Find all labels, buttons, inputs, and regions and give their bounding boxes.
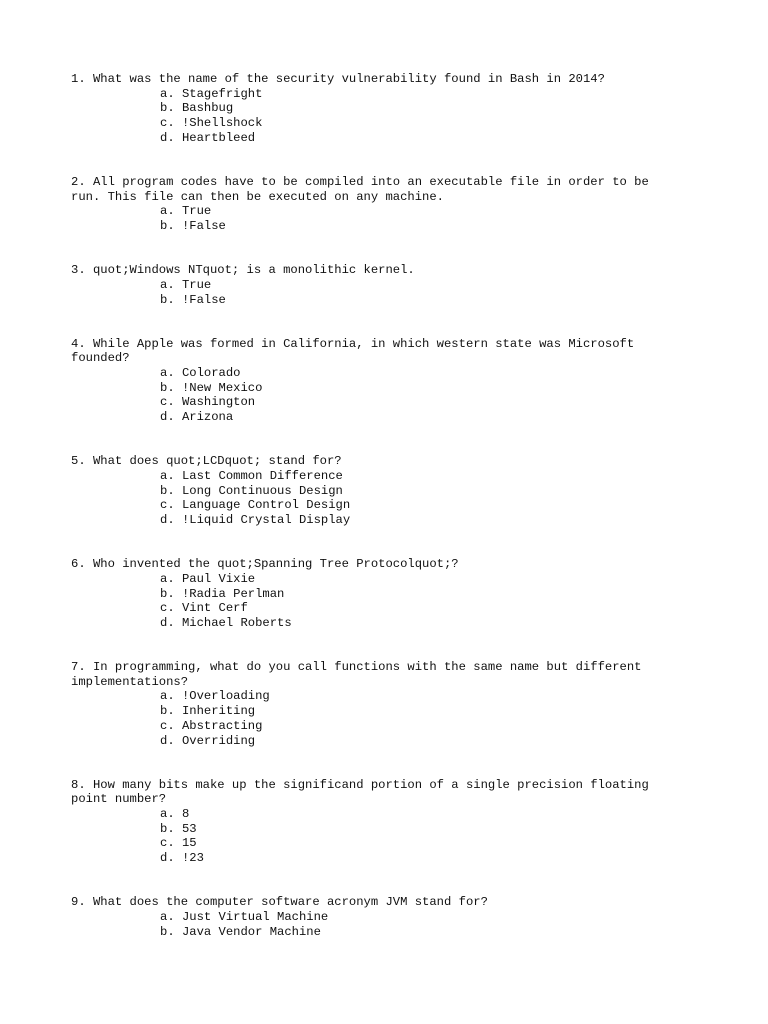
answer-option-b: b. !New Mexico [160, 380, 263, 395]
answer-options [71, 366, 681, 425]
question-text: 4. While Apple was formed in California, in which western state was Microsoft founded? [71, 336, 642, 366]
question-text: 9. What does the computer software acronym JVM stand for? [71, 895, 488, 910]
question-text: 8. How many bits make up the significand portion of a single precision floating point number? [71, 777, 657, 807]
answer-options [71, 572, 681, 631]
answer-options [71, 910, 681, 939]
question-5 [71, 454, 681, 528]
answer-option-a: a. Paul Vixie [160, 571, 256, 586]
answer-option-b: b. 53 [160, 821, 197, 836]
answer-option-b: b. !False [160, 219, 226, 234]
answer-option-d: d. !23 [160, 851, 204, 866]
quiz-list [71, 72, 681, 969]
answer-option-a: a. !Overloading [160, 689, 270, 704]
question-6 [71, 557, 681, 631]
question-text: 2. All program codes have to be compiled into an executable file in order to be run. This file can then be executed on any machine. [71, 174, 657, 204]
question-text: 7. In programming, what do you call functions with the same name but different implementations? [71, 660, 649, 689]
question-1 [71, 72, 681, 146]
answer-option-a: a. True [160, 204, 212, 219]
question-2 [71, 175, 681, 234]
question-text: 3. quot;Windows NTquot; is a monolithic kernel. [71, 263, 415, 278]
answer-option-c: c. !Shellshock [160, 116, 263, 131]
answer-options [71, 204, 681, 233]
answer-option-b: b. !Radia Perlman [160, 586, 285, 601]
answer-options [71, 87, 681, 146]
answer-option-d: d. Arizona [160, 410, 234, 425]
answer-option-b: b. Long Continuous Design [160, 483, 343, 498]
question-text: 1. What was the name of the security vulnerability found in Bash in 2014? [71, 72, 605, 86]
question-text: 5. What does quot;LCDquot; stand for? [71, 454, 342, 469]
answer-option-c: c. 15 [160, 836, 197, 851]
answer-options [71, 469, 681, 528]
answer-option-a: a. Last Common Difference [160, 468, 343, 483]
question-9 [71, 895, 681, 939]
answer-option-c: c. Washington [160, 395, 256, 410]
answer-option-a: a. 8 [160, 807, 190, 822]
answer-option-a: a. True [160, 277, 212, 292]
question-8 [71, 778, 681, 866]
answer-option-c: c. Abstracting [160, 718, 263, 733]
answer-option-c: c. Language Control Design [160, 498, 351, 513]
answer-option-a: a. Colorado [160, 366, 241, 381]
answer-option-b: b. Java Vendor Machine [160, 924, 321, 939]
answer-option-d: d. !Liquid Crystal Display [160, 513, 351, 528]
question-text: 6. Who invented the quot;Spanning Tree Protocolquot;? [71, 557, 459, 572]
question-4 [71, 337, 681, 425]
answer-option-b: b. Bashbug [160, 101, 234, 116]
answer-option-d: d. Heartbleed [160, 130, 256, 145]
answer-options [71, 807, 681, 866]
answer-option-d: d. Overriding [160, 733, 256, 748]
answer-option-d: d. Michael Roberts [160, 615, 292, 630]
answer-option-a: a. Just Virtual Machine [160, 909, 329, 924]
answer-option-b: b. Inheriting [160, 704, 256, 719]
answer-options [71, 278, 681, 307]
answer-option-a: a. Stagefright [160, 86, 263, 101]
question-7 [71, 660, 681, 748]
answer-option-c: c. Vint Cerf [160, 601, 248, 616]
answer-option-b: b. !False [160, 292, 226, 307]
question-3 [71, 263, 681, 307]
answer-options [71, 689, 681, 748]
